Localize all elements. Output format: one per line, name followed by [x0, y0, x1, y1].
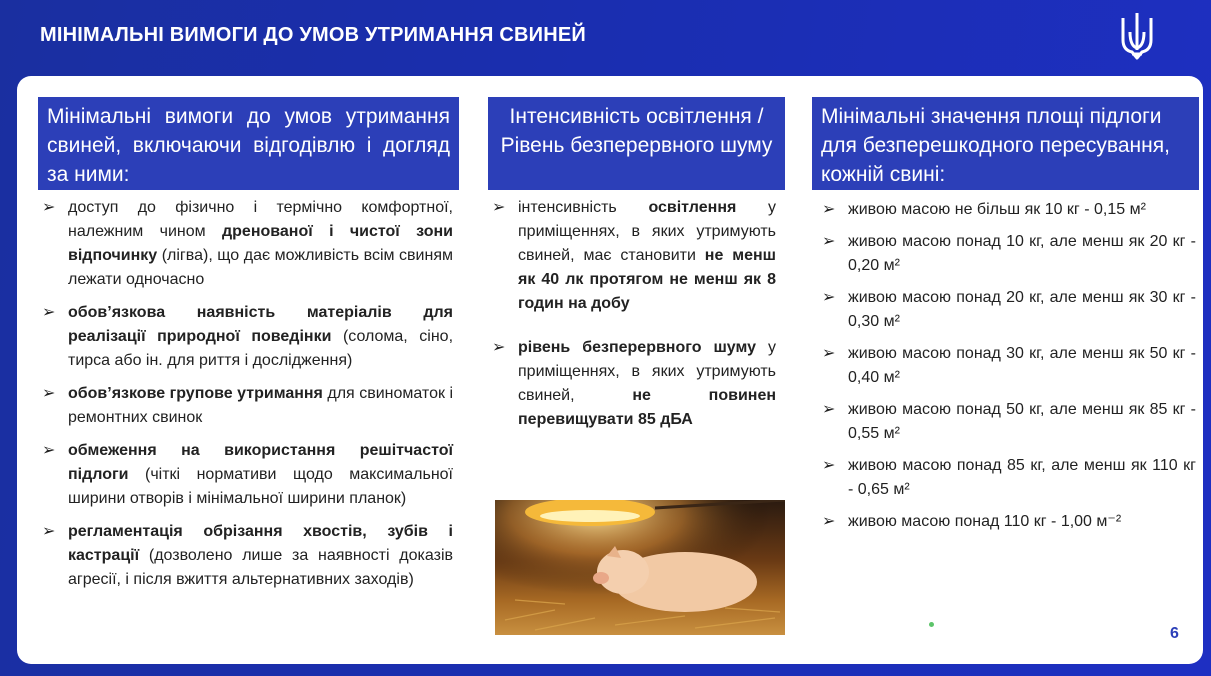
content-card [17, 76, 1203, 664]
arrow-bullet-icon: ➢ [822, 401, 836, 418]
list-item: ➢ живою масою понад 110 кг - 1,00 м⁻² [818, 510, 1196, 534]
arrow-bullet-icon: ➢ [42, 523, 56, 540]
arrow-bullet-icon: ➢ [42, 442, 56, 459]
trident-icon [1118, 10, 1156, 62]
list-item: ➢ живою масою понад 30 кг, але менш як 50 кг - 0,40 м² [818, 342, 1196, 390]
slide-title: МІНІМАЛЬНІ ВИМОГИ ДО УМОВ УТРИМАННЯ СВИНЕЙ [40, 24, 586, 46]
arrow-bullet-icon: ➢ [822, 289, 836, 306]
arrow-bullet-icon: ➢ [822, 233, 836, 250]
list-item: ➢ обов’язкове групове утримання для свиноматок і ремонтних свинок [38, 382, 453, 430]
list-item: ➢ інтенсивність освітлення у приміщеннях, в яких утримують свиней, має становити не менш як 40 лк протягом не менш як 8 годин на добу [488, 196, 776, 316]
list-item: ➢ живою масою понад 20 кг, але менш як 30 кг - 0,30 м² [818, 286, 1196, 334]
arrow-bullet-icon: ➢ [42, 199, 56, 216]
column2-list [488, 196, 776, 452]
column1-header: Мінімальні вимоги до умов утримання свиней, включаючи відгодівлю і догляд за ними: [38, 97, 459, 190]
arrow-bullet-icon: ➢ [42, 304, 56, 321]
list-item: ➢ обмеження на використання решітчастої підлоги (чіткі нормативи щодо максимальної ширини отворів і мінімальної ширини планок) [38, 439, 453, 511]
list-item: ➢ живою масою понад 85 кг, але менш як 110 кг - 0,65 м² [818, 454, 1196, 502]
list-item: ➢ доступ до фізично і термічно комфортної, належним чином дренованої і чистої зони відпочинку (лігва), що дає можливість всім свиням лежати одночасно [38, 196, 453, 292]
column3-header: Мінімальні значення площі підлоги для безперешкодного пересування, кожній свині: [812, 97, 1199, 190]
arrow-bullet-icon: ➢ [822, 345, 836, 362]
list-item: ➢ живою масою понад 10 кг, але менш як 20 кг - 0,20 м² [818, 230, 1196, 278]
list-item: ➢ обов’язкова наявність матеріалів для реалізації природної поведінки (солома, сіно, тирса або ін. для риття і дослідження) [38, 301, 453, 373]
list-item: ➢ рівень безперервного шуму у приміщеннях, в яких утримують свиней, не повинен перевищувати 85 дБА [488, 336, 776, 432]
arrow-bullet-icon: ➢ [822, 201, 836, 218]
decorative-dot [929, 622, 934, 627]
arrow-bullet-icon: ➢ [492, 339, 506, 356]
arrow-bullet-icon: ➢ [822, 513, 836, 530]
arrow-bullet-icon: ➢ [822, 457, 836, 474]
list-item: ➢ живою масою понад 50 кг, але менш як 85 кг - 0,55 м² [818, 398, 1196, 446]
column3-list [818, 198, 1196, 542]
list-item: ➢ регламентація обрізання хвостів, зубів і кастрації (дозволено лише за наявності доказів агресії, і після вжиття альтернативних заходів) [38, 520, 453, 592]
page-number: 6 [1170, 625, 1179, 642]
pig-photo [495, 500, 785, 635]
arrow-bullet-icon: ➢ [492, 199, 506, 216]
column1-list [38, 196, 453, 601]
list-item: ➢ живою масою не більш як 10 кг - 0,15 м² [818, 198, 1196, 222]
column2-header: Інтенсивність освітлення / Рівень безперервного шуму [488, 97, 785, 190]
arrow-bullet-icon: ➢ [42, 385, 56, 402]
